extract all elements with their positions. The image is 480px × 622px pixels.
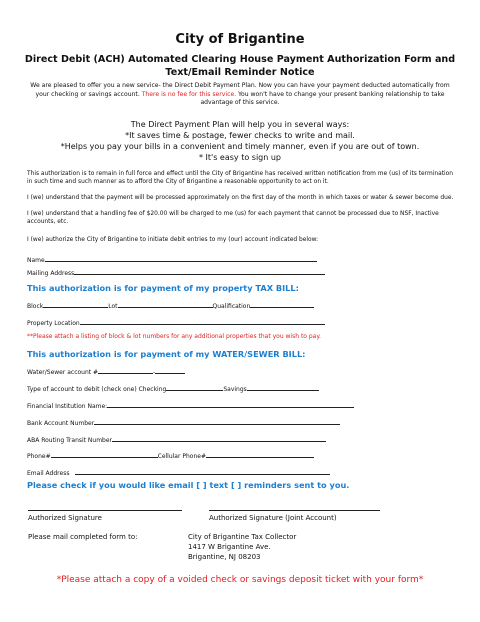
tax-bill-heading: This authorization is for payment of my property TAX BILL:	[27, 283, 299, 293]
mail-address-line2: 1417 W Brigantine Ave.	[188, 543, 271, 551]
voided-check-notice: *Please attach a copy of a voided check or savings deposit ticket with your form*	[56, 575, 424, 585]
terms-handling-fee: I (we) understand that a handling fee of $20.00 will be charged to me (us) for each payment that cannot be processed due to NSF, Inactive accounts, etc.	[27, 211, 439, 226]
mail-address-line3: Brigantine, NJ 08203	[188, 553, 261, 561]
property-location-field[interactable]	[27, 318, 325, 327]
institution-label: Financial Institution Name:	[27, 403, 108, 410]
email-field[interactable]	[27, 468, 330, 477]
joint-signature-label: Authorized Signature (Joint Account)	[209, 514, 337, 522]
authorized-signature-label: Authorized Signature	[28, 514, 102, 522]
phone-label: Phone#	[27, 453, 51, 460]
routing-field[interactable]	[27, 435, 326, 444]
mailing-address-label: Mailing Address	[27, 270, 75, 277]
reminder-preference[interactable]: Please check if you would like email [ ] text [ ] reminders sent to you.	[27, 480, 350, 490]
city-title: City of Brigantine	[175, 32, 305, 47]
bank-account-line[interactable]	[94, 418, 340, 425]
water-account-field[interactable]	[27, 367, 185, 376]
cell-line[interactable]	[206, 451, 314, 458]
savings-line[interactable]	[247, 384, 319, 391]
routing-label: ABA Routing Transit Number	[27, 437, 113, 444]
plan-lead: The Direct Payment Plan will help you in several ways:	[130, 120, 350, 129]
property-location-line[interactable]	[80, 318, 325, 325]
savings-label: Savings	[223, 386, 247, 393]
qualification-line[interactable]	[250, 301, 314, 308]
intro-text: We are pleased to offer you a new service- the Direct Debit Payment Plan. Now you can have your payment deducted automatically from your checking or savings account.	[30, 82, 450, 98]
mail-address-line1: City of Brigantine Tax Collector	[188, 533, 297, 541]
email-label: Email Address	[27, 470, 70, 477]
tax-attachment-note: **Please attach a listing of block & lot numbers for any additional properties that you wish to pay.	[27, 333, 321, 340]
mail-prompt: Please mail completed form to:	[28, 533, 138, 541]
plan-benefit-2: *Helps you pay your bills in a convenient and timely manner, even if you are out of town.	[60, 142, 420, 151]
phone-row[interactable]	[27, 451, 314, 460]
water-account-line-2[interactable]	[155, 367, 185, 374]
mail-address-block	[188, 532, 296, 562]
lot-label: Lot	[108, 303, 118, 310]
water-account-dash: -	[153, 369, 156, 376]
cell-label: Cellular Phone#	[157, 453, 206, 460]
name-line[interactable]	[45, 255, 317, 262]
routing-line[interactable]	[112, 435, 326, 442]
email-line[interactable]	[75, 468, 330, 475]
plan-benefit-1: *It saves time & postage, fewer checks to write and mail.	[125, 131, 355, 140]
water-account-line-1[interactable]	[98, 367, 156, 376]
no-fee-notice: There is no fee for this service.	[141, 90, 237, 98]
checking-line[interactable]	[166, 384, 223, 391]
mailing-address-line[interactable]	[74, 268, 325, 275]
block-lot-row[interactable]	[27, 301, 314, 310]
intro-text-end: You won't have to change your present banking relationship to take advantage of this service.	[200, 90, 445, 107]
name-label: Name	[27, 257, 45, 264]
bank-account-field[interactable]	[27, 418, 340, 427]
joint-signature-line[interactable]	[209, 510, 380, 511]
block-line[interactable]	[43, 301, 108, 308]
form-subtitle-line2: Text/Email Reminder Notice	[165, 67, 315, 78]
phone-line[interactable]	[51, 451, 158, 458]
qualification-label: Qualification	[212, 303, 251, 310]
water-bill-heading: This authorization is for payment of my WATER/SEWER BILL:	[27, 349, 306, 359]
intro-paragraph	[28, 82, 452, 108]
institution-field[interactable]	[27, 401, 354, 410]
water-account-label: Water/Sewer account #	[27, 369, 99, 376]
terms-termination: This authorization is to remain in full force and effect until the City of Brigantine has received written notification from me (us) of its termination in such time and such manner as to afford the City of Brigantine a reasonable opportunity to act on it.	[27, 171, 453, 186]
mailing-address-field[interactable]	[27, 268, 325, 277]
terms-processing: I (we) understand that the payment will be processed approximately on the first day of the month in which taxes or water & sewer become due.	[27, 195, 454, 201]
institution-line[interactable]	[107, 401, 354, 408]
form-subtitle-line1: Direct Debit (ACH) Automated Clearing House Payment Authorization Form and	[24, 54, 456, 65]
checking-label: Type of account to debit (check one) Checking	[27, 386, 167, 393]
account-type-row[interactable]	[27, 384, 319, 393]
name-field[interactable]	[27, 255, 317, 264]
signature-line[interactable]	[28, 510, 182, 511]
property-location-label: Property Location	[27, 320, 80, 327]
plan-benefit-3: * It's easy to sign up	[198, 153, 282, 162]
terms-authorize: I (we) authorize the City of Brigantine to initiate debit entries to my (our) account indicated below:	[27, 237, 319, 243]
bank-account-label: Bank Account Number	[27, 420, 95, 427]
block-label: Block	[27, 303, 44, 310]
lot-line[interactable]	[118, 301, 213, 308]
